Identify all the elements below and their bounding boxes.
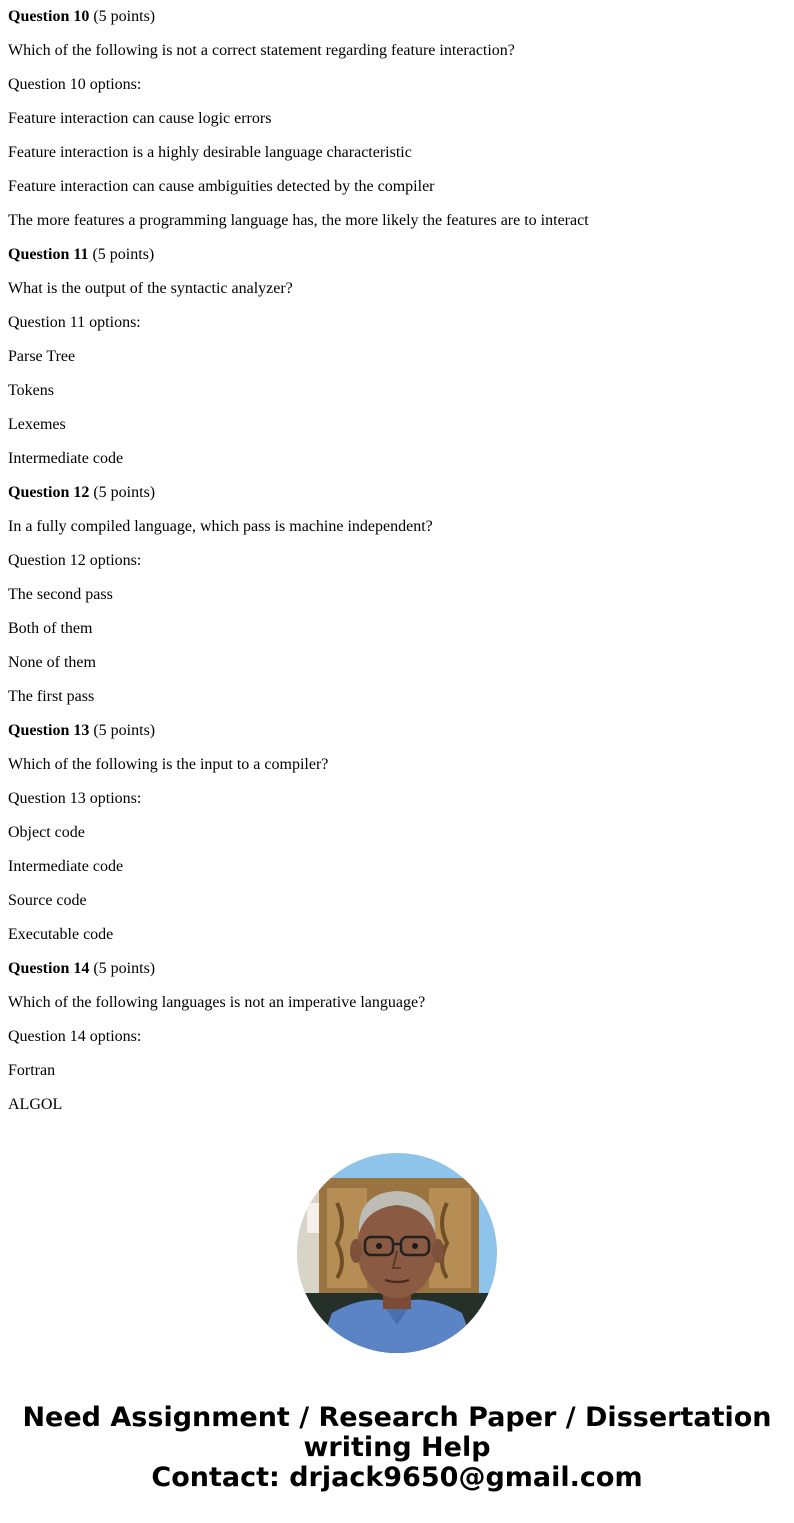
question-title: Question 14	[8, 960, 90, 977]
question-prompt: In a fully compiled language, which pass is machine independent?	[8, 518, 433, 535]
promo-contact: Contact: drjack9650@gmail.com	[151, 1462, 643, 1493]
promo-banner	[0, 1403, 794, 1493]
options-label: Question 11 options:	[8, 314, 141, 331]
option-item[interactable]: Parse Tree	[8, 348, 76, 365]
option-item[interactable]: Feature interaction is a highly desirable language characteristic	[8, 144, 412, 161]
option-item[interactable]: Executable code	[8, 926, 114, 943]
question-points: (5 points)	[93, 960, 156, 977]
question-prompt: Which of the following languages is not an imperative language?	[8, 994, 426, 1011]
options-label: Question 13 options:	[8, 790, 142, 807]
option-item[interactable]: Feature interaction can cause logic errors	[8, 110, 272, 127]
avatar-portrait	[297, 1153, 497, 1353]
option-item[interactable]: Feature interaction can cause ambiguities detected by the compiler	[8, 178, 435, 195]
question-header	[8, 952, 786, 986]
option-item[interactable]: The more features a programming language has, the more likely the features are to interact	[8, 212, 589, 229]
question-points: (5 points)	[93, 722, 156, 739]
question-header	[8, 0, 786, 34]
question-header	[8, 476, 786, 510]
option-item[interactable]: Fortran	[8, 1062, 56, 1079]
question-prompt: Which of the following is not a correct statement regarding feature interaction?	[8, 42, 515, 59]
question-prompt: What is the output of the syntactic analyzer?	[8, 280, 293, 297]
option-item[interactable]: Object code	[8, 824, 85, 841]
question-points: (5 points)	[92, 246, 155, 263]
option-item[interactable]: The second pass	[8, 586, 113, 603]
question-points: (5 points)	[93, 8, 156, 25]
option-item[interactable]: Both of them	[8, 620, 93, 637]
question-points: (5 points)	[93, 484, 156, 501]
option-item[interactable]: The first pass	[8, 688, 95, 705]
promo-line: Need Assignment / Research Paper / Dissertation	[22, 1402, 772, 1433]
option-item[interactable]: Intermediate code	[8, 858, 124, 875]
question-title: Question 10	[8, 8, 90, 25]
question-header	[8, 714, 786, 748]
options-label: Question 14 options:	[8, 1028, 142, 1045]
question-prompt: Which of the following is the input to a compiler?	[8, 756, 329, 773]
question-title: Question 12	[8, 484, 90, 501]
options-label: Question 12 options:	[8, 552, 142, 569]
question-title: Question 13	[8, 722, 90, 739]
option-item[interactable]: ALGOL	[8, 1096, 63, 1113]
option-item[interactable]: Tokens	[8, 382, 54, 399]
option-item[interactable]: Source code	[8, 892, 87, 909]
question-title: Question 11	[8, 246, 89, 263]
promo-line: writing Help	[303, 1432, 491, 1463]
option-item[interactable]: Lexemes	[8, 416, 66, 433]
option-item[interactable]: Intermediate code	[8, 450, 124, 467]
avatar	[297, 1153, 497, 1353]
options-label: Question 10 options:	[8, 76, 142, 93]
option-item[interactable]: None of them	[8, 654, 96, 671]
question-header	[8, 238, 786, 272]
